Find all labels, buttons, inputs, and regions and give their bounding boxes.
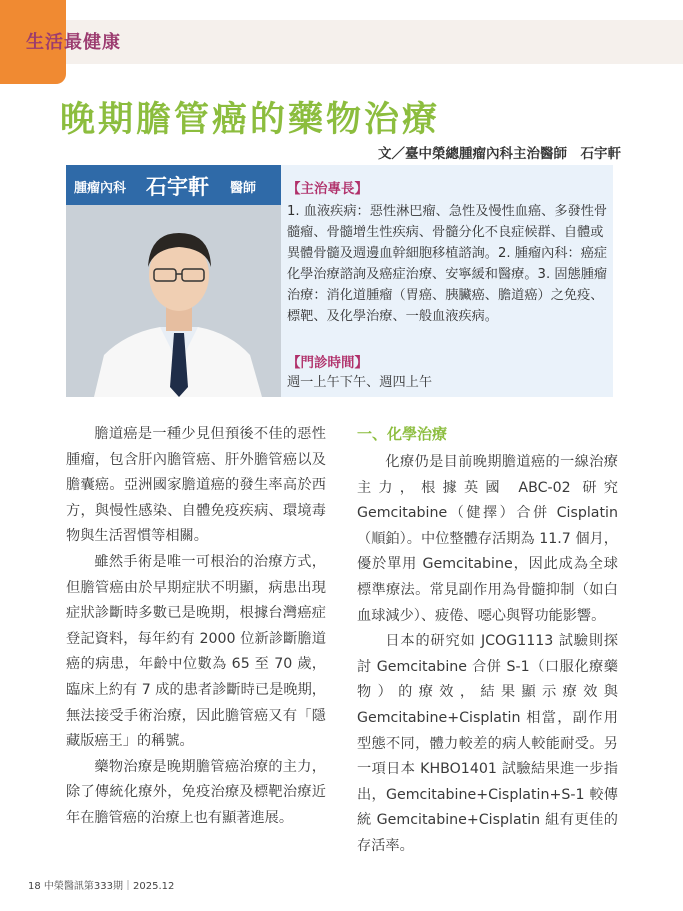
doctor-info-panel xyxy=(281,165,613,397)
section-heading: 一、化學治療 xyxy=(357,425,448,443)
doctor-photo-panel xyxy=(66,165,281,397)
left-column xyxy=(66,422,326,832)
clinic-heading: 【門診時間】 xyxy=(287,355,368,371)
right-column xyxy=(357,422,618,860)
article-title: 晚期膽管癌的藥物治療 xyxy=(60,99,441,140)
doctor-name-bar xyxy=(66,165,281,205)
doctor-name: 石宇軒 xyxy=(146,175,209,199)
specialty-heading: 【主治專長】 xyxy=(287,181,368,197)
section-tag: 生活最健康 xyxy=(26,32,121,53)
specialty-text: 1. 血液疾病：惡性淋巴瘤、急性及慢性血癌、多發性骨髓瘤、骨髓增生性疾病、骨髓分化不良症候群、自體或異體骨髓及週邊血幹細胞移植諮詢。2. 腫瘤內科：癌症化學治療諮詢及癌症治療、安寧緩和醫療。3. 固態腫瘤治療：消化道腫瘤（胃癌、胰臟癌、膽道癌）之免疫、標靶、及化學治療、一般血液疾病。 xyxy=(287,204,608,324)
doctor-portrait-image xyxy=(66,205,281,397)
paragraph: 日本的研究如 JCOG1113 試驗則探討 Gemcitabine 合併 S-1（口服化療藥物）的療效，結果顯示療效與 Gemcitabine+Cisplatin 相當，副作用型態不同，體力較差的病人較能耐受。另一項日本 KHBO1401 試驗結果進一步指出，Gemcitabine+Cisplatin+S-1 較傳統 Gemcitabine+Cisplatin 組有更佳的存活率。 xyxy=(357,633,618,854)
page-footer: 18 中榮醫訊第333期｜2025.12 xyxy=(28,881,175,892)
paragraph: 雖然手術是唯一可根治的治療方式，但膽管癌由於早期症狀不明顯，病患出現症狀診斷時多數已是晚期，根據台灣癌症登記資料，每年約有 2000 位新診斷膽道癌的病患，年齡中位數為 65 至 70 歲，臨床上約有 7 成的患者診斷時已是晚期，無法接受手術治療，因此膽管癌又有「隱藏版癌王」的稱號。 xyxy=(66,553,326,750)
article-byline: 文／臺中榮總腫瘤內科主治醫師 石宇軒 xyxy=(378,146,621,162)
paragraph: 化療仍是目前晚期膽道癌的一線治療主力，根據英國 ABC-02 研究 Gemcitabine（健擇）合併 Cisplatin（順鉑）。中位整體存活期為 11.7 個月，優於單用 Gemcitabine，因此成為全球標準療法。常見副作用為骨髓抑制（如白血球減少）、疲倦、噁心與腎功能影響。 xyxy=(357,454,618,624)
doctor-title: 醫師 xyxy=(230,181,257,196)
doctor-department: 腫瘤內科 xyxy=(74,181,127,196)
paragraph: 膽道癌是一種少見但預後不佳的惡性腫瘤，包含肝內膽管癌、肝外膽管癌以及膽囊癌。亞洲國家膽道癌的發生率高於西方，與慢性感染、自體免疫疾病、環境毒物與生活習慣等相關。 xyxy=(66,426,326,545)
paragraph: 藥物治療是晚期膽管癌治療的主力，除了傳統化療外，免疫治療及標靶治療近年在膽管癌的治療上也有顯著進展。 xyxy=(66,758,326,826)
clinic-text: 週一上午下午、週四上午 xyxy=(287,375,433,390)
